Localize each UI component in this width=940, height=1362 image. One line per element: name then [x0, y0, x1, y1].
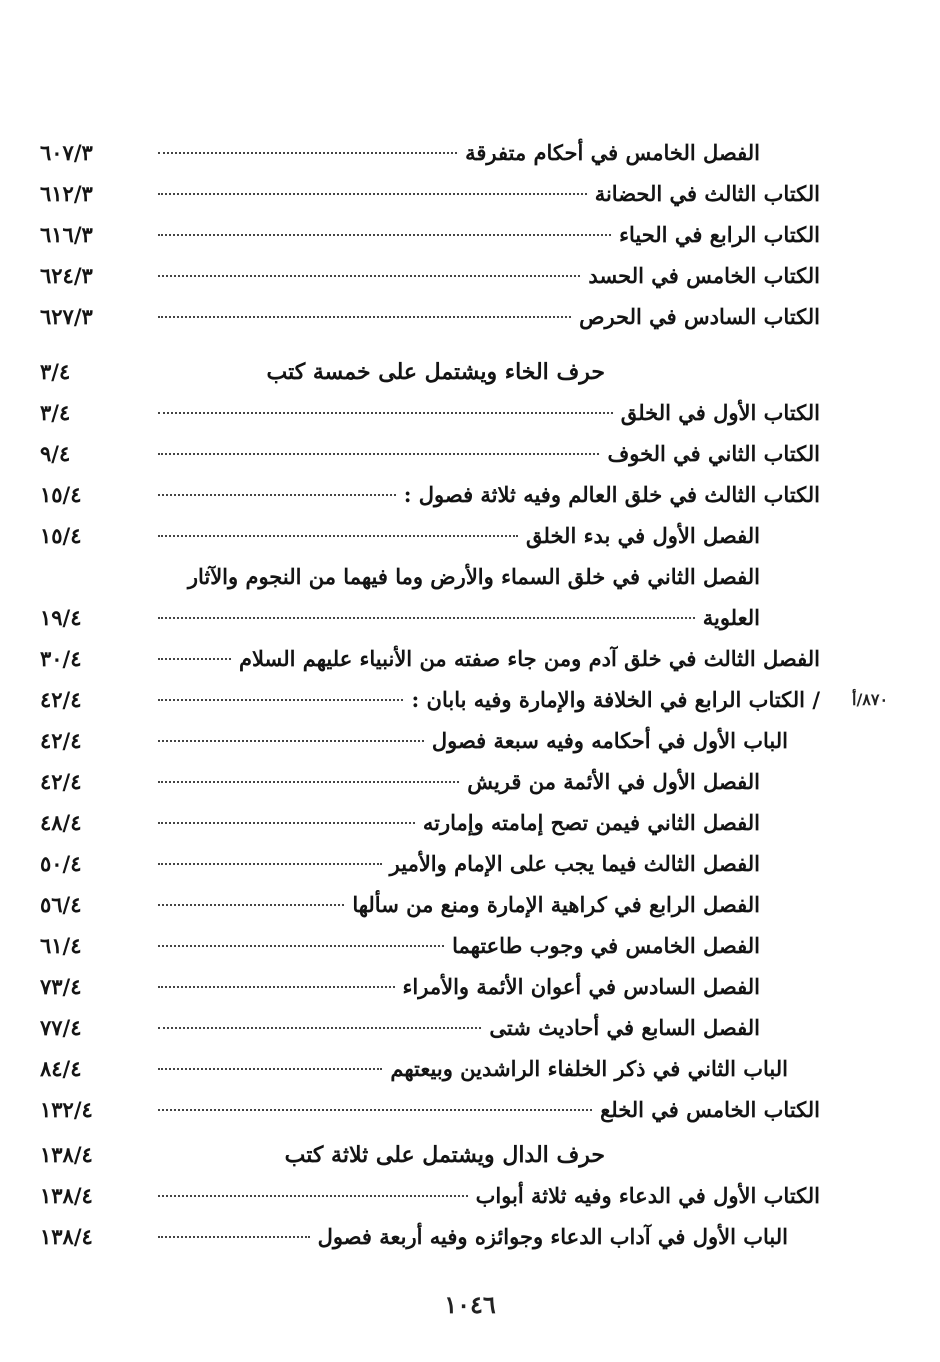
leader-dots — [158, 494, 396, 496]
toc-entry-title: الكتاب الثالث في خلق العالم وفيه ثلاثة فصول : — [403, 482, 820, 507]
toc-entry-page: ٧٣/٤ — [40, 974, 82, 999]
toc-entry-page: ٨٤/٤ — [40, 1056, 82, 1081]
manuscript-folio-note: ٨٧٠/أ — [852, 690, 889, 709]
toc-entry-page: ٦٢٤/٣ — [40, 263, 93, 288]
leader-dots — [158, 152, 457, 154]
toc-entry-title: الفصل السابع في أحاديث شتى — [489, 1015, 760, 1040]
section-heading-title: حرف الخاء ويشتمل على خمسة كتب — [266, 359, 605, 385]
leader-dots — [158, 986, 395, 988]
toc-entry-title: الكتاب الخامس في الحسد — [588, 263, 820, 288]
leader-dots — [158, 1195, 468, 1197]
toc-entry-page: ٣٠/٤ — [40, 646, 82, 671]
toc-entry — [40, 966, 820, 1007]
toc-entry — [40, 392, 820, 433]
leader-dots — [158, 412, 613, 414]
toc-entry-page: ١٣٨/٤ — [40, 1183, 93, 1208]
toc-entry-title: الكتاب الأول في الدعاء وفيه ثلاثة أبواب — [475, 1183, 820, 1208]
toc-entry-title: الفصل الثالث في خلق آدم ومن جاء صفته من الأنبياء عليهم السلام — [238, 646, 820, 671]
toc-entry-title: / الكتاب الرابع في الخلافة والإمارة وفيه بابان : — [411, 687, 820, 712]
toc-entry — [40, 1089, 820, 1130]
toc-entry-title: الفصل الثاني في خلق السماء والأرض وما فيهما من النجوم والآثار — [187, 564, 760, 589]
toc-entry-page: ٥٦/٤ — [40, 892, 82, 917]
toc-entry — [40, 1048, 820, 1089]
toc-entry-title: الكتاب الثاني في الخوف — [607, 441, 820, 466]
leader-dots — [158, 617, 695, 619]
toc-entry-page: ٩/٤ — [40, 441, 71, 466]
toc-entry — [40, 474, 820, 515]
leader-dots — [158, 193, 587, 195]
toc-entry-page: ٥٠/٤ — [40, 851, 82, 876]
toc-entry-title: الباب الثاني في ذكر الخلفاء الراشدين وبيعتهم — [390, 1056, 788, 1081]
toc-entry-title: الفصل السادس في أعوان الأئمة والأمراء — [402, 974, 760, 999]
toc-entry-page: ١٥/٤ — [40, 482, 82, 507]
leader-dots — [158, 234, 611, 236]
toc-entry — [40, 720, 820, 761]
toc-entry-title: الفصل الخامس في وجوب طاعتهما — [452, 933, 760, 958]
leader-dots — [158, 1027, 481, 1029]
toc-entry — [40, 638, 820, 679]
toc-entry — [40, 679, 820, 720]
toc-entry-title: العلوية — [702, 605, 760, 630]
leader-dots — [158, 658, 231, 660]
section-heading-title: حرف الدال ويشتمل على ثلاثة كتب — [284, 1142, 605, 1168]
toc-entry — [40, 296, 820, 337]
leader-dots — [158, 822, 415, 824]
toc-entry-page: ٦١٢/٣ — [40, 181, 93, 206]
toc-entry-title: الكتاب الخامس في الخلع — [600, 1097, 820, 1122]
toc-entry — [40, 925, 820, 966]
toc-entry-title: الفصل الثالث فيما يجب على الإمام والأمير — [389, 851, 760, 876]
toc-entry — [40, 1175, 820, 1216]
toc-entry-title: الكتاب السادس في الحرص — [579, 304, 820, 329]
toc-entry-page: ٤٨/٤ — [40, 810, 82, 835]
toc-entry — [40, 1216, 820, 1257]
leader-dots — [158, 316, 571, 318]
toc-entry — [40, 597, 820, 638]
toc-entry-page: ٤٢/٤ — [40, 728, 82, 753]
leader-dots — [158, 1109, 592, 1111]
toc-entry-title: الكتاب الأول في الخلق — [620, 400, 820, 425]
toc-entry-wrapped — [40, 556, 820, 597]
toc-entry-page: ٤٢/٤ — [40, 769, 82, 794]
toc-entry-page: ٧٧/٤ — [40, 1015, 82, 1040]
toc-section-heading — [40, 1134, 820, 1175]
toc-entry-page: ٤٢/٤ — [40, 687, 82, 712]
table-of-contents — [40, 132, 820, 1257]
leader-dots — [158, 699, 403, 701]
toc-entry — [40, 515, 820, 556]
leader-dots — [158, 863, 382, 865]
toc-entry — [40, 132, 820, 173]
toc-entry-page: ٣/٤ — [40, 400, 71, 425]
toc-section-heading — [40, 351, 820, 392]
leader-dots — [158, 904, 344, 906]
toc-entry-title: الفصل الخامس في أحكام متفرقة — [465, 140, 760, 165]
toc-entry — [40, 884, 820, 925]
toc-entry-title: الفصل الأول في بدء الخلق — [526, 523, 760, 548]
toc-entry-page: ١٥/٤ — [40, 523, 82, 548]
toc-entry-page: ١٣٢/٤ — [40, 1097, 93, 1122]
toc-entry-title: الكتاب الرابع في الحياء — [619, 222, 820, 247]
toc-entry-title: الباب الأول في أحكامه وفيه سبعة فصول — [431, 728, 788, 753]
toc-entry-title: الباب الأول في آداب الدعاء وجوائزه وفيه أربعة فصول — [317, 1224, 788, 1249]
toc-entry-title: الفصل الأول في الأئمة من قريش — [467, 769, 760, 794]
leader-dots — [158, 1068, 382, 1070]
toc-entry-page: ٦١/٤ — [40, 933, 82, 958]
leader-dots — [158, 945, 444, 947]
leader-dots — [158, 1236, 310, 1238]
toc-entry-title: الفصل الرابع في كراهية الإمارة ومنع من سألها — [352, 892, 760, 917]
leader-dots — [158, 781, 459, 783]
toc-entry — [40, 173, 820, 214]
leader-dots — [158, 453, 599, 455]
toc-entry-title: الكتاب الثالث في الحضانة — [594, 181, 820, 206]
toc-entry-page: ٦١٦/٣ — [40, 222, 93, 247]
toc-entry — [40, 843, 820, 884]
leader-dots — [158, 535, 518, 537]
toc-entry — [40, 1007, 820, 1048]
toc-entry — [40, 214, 820, 255]
toc-entry — [40, 761, 820, 802]
toc-entry — [40, 433, 820, 474]
toc-entry-title: الفصل الثاني فيمن تصح إمامته وإمارته — [422, 810, 760, 835]
toc-entry — [40, 802, 820, 843]
page-number: ١٠٤٦ — [444, 1290, 496, 1319]
leader-dots — [158, 740, 424, 742]
toc-entry-page: ٦٠٧/٣ — [40, 140, 93, 165]
toc-entry-page: ٦٢٧/٣ — [40, 304, 93, 329]
toc-entry-page: ٣/٤ — [40, 359, 71, 384]
toc-entry-page: ١٩/٤ — [40, 605, 82, 630]
toc-entry — [40, 255, 820, 296]
toc-entry-page: ١٣٨/٤ — [40, 1224, 93, 1249]
toc-entry-page: ١٣٨/٤ — [40, 1142, 93, 1167]
leader-dots — [158, 275, 580, 277]
